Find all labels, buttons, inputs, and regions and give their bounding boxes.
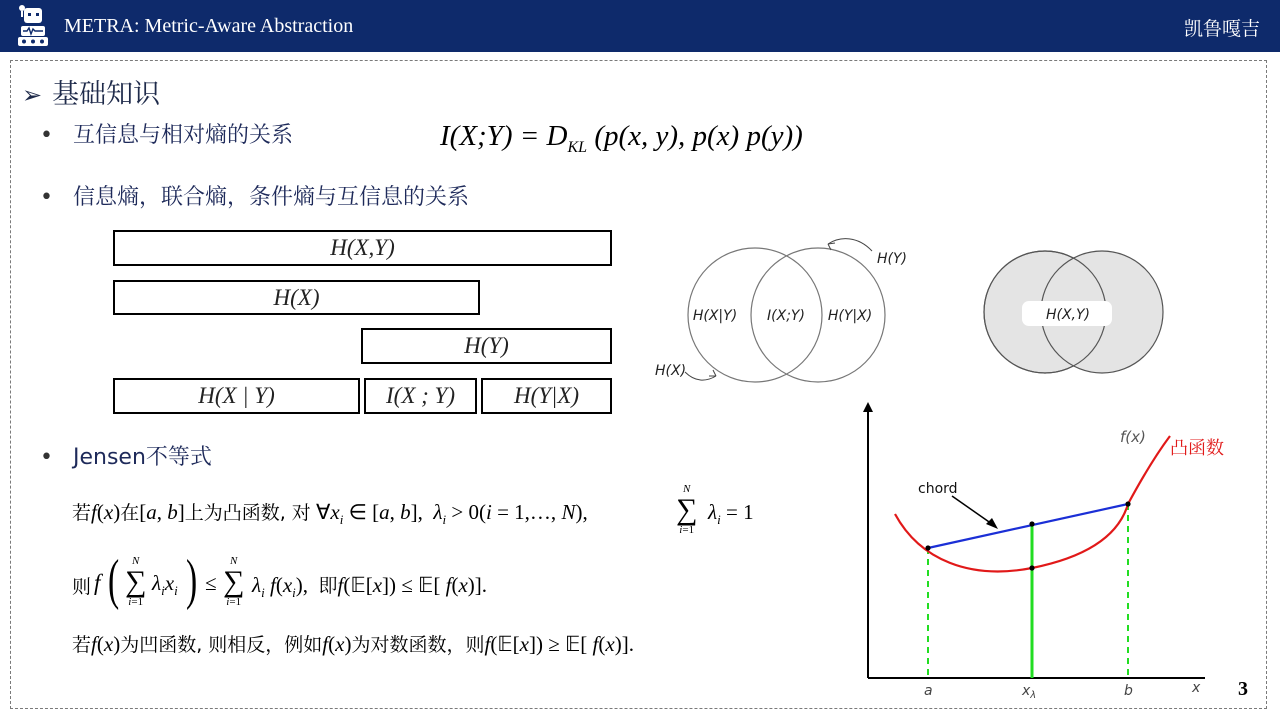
chord-line <box>928 504 1128 548</box>
jensen-sum-1: N ∑ i=1 <box>676 483 698 536</box>
bullet-dot: • <box>40 445 53 470</box>
box-mutual-info: I(X ; Y) <box>364 378 477 414</box>
box-cond-entropy-yx: H(Y|X) <box>481 378 612 414</box>
point-b <box>1125 501 1130 506</box>
bullet-jensen <box>40 440 212 471</box>
bullet-mi-relation <box>40 118 293 149</box>
tick-b: b <box>1124 683 1133 699</box>
venn-label-hx: H(X) <box>655 363 687 379</box>
venn-middle: I(X;Y) <box>767 308 805 324</box>
y-axis-arrow-icon <box>863 402 873 412</box>
arrow-hy-icon <box>828 239 872 251</box>
chord-pointer-arrow-icon <box>986 518 998 529</box>
jensen-line-3: 若f(x)为凹函数, 则相反，例如f(x)为对数函数，则f(𝔼[x]) ≥ 𝔼[ f(x)]. <box>72 632 634 656</box>
convex-function-plot <box>860 398 1250 704</box>
box-cond-entropy-xy: H(X | Y) <box>113 378 360 414</box>
tick-a: a <box>924 683 933 699</box>
box-entropy-y: H(Y) <box>361 328 612 364</box>
venn-joint-diagram <box>960 240 1180 380</box>
section-title <box>22 72 160 111</box>
page-number: 3 <box>1238 678 1248 700</box>
point-chord <box>1029 521 1034 526</box>
header-title: METRA: Metric-Aware Abstraction <box>64 15 354 37</box>
venn-diagram <box>640 230 930 390</box>
venn-right: H(Y|X) <box>827 308 873 324</box>
arrow-icon: ➢ <box>22 81 43 109</box>
formula-mi-kl <box>440 120 803 157</box>
convex-label: 凸函数 <box>1170 438 1224 459</box>
robot-logo-icon <box>16 2 50 48</box>
tick-x-lambda: $x_\lambda$ <box>1022 683 1037 701</box>
bullet-entropy-relation <box>40 180 469 211</box>
chord-pointer <box>952 496 992 524</box>
point-a <box>925 545 930 550</box>
venn-joint-label: H(X,Y) <box>1045 307 1091 323</box>
curve-label: f(x) <box>1120 428 1146 446</box>
bullet-text: 信息熵，联合熵，条件熵与互信息的关系 <box>73 185 470 210</box>
jensen-line-1: 若f(x)在[a, b]上为凸函数, 对 $\forall x_i$ ∈ [a, b], $\lambda_i > 0(i$ = 1,…, N), <box>72 500 588 528</box>
point-curve <box>1029 565 1034 570</box>
header-bar <box>0 0 1280 52</box>
bullet-dot: • <box>40 123 53 148</box>
venn-label-hy: H(Y) <box>877 251 908 267</box>
formula-sub: KL <box>567 138 588 156</box>
venn-left: H(X|Y) <box>692 308 738 324</box>
box-entropy-x: H(X) <box>113 280 480 315</box>
axis-x-label: x <box>1192 680 1201 696</box>
bullet-text: 互信息与相对熵的关系 <box>73 123 294 148</box>
formula-rhs: (p(x, y), p(x) p(y)) <box>594 120 803 152</box>
chord-label: chord <box>918 481 958 497</box>
bullet-text: Jensen不等式 <box>73 445 212 470</box>
section-title-text: 基础知识 <box>52 79 161 110</box>
formula-lhs: I(X;Y) = D <box>440 120 568 152</box>
bullet-dot: • <box>40 185 53 210</box>
header-author: 凯鲁嘎吉 <box>1183 18 1260 40</box>
box-joint-entropy: H(X,Y) <box>113 230 612 266</box>
jensen-sum-1-body: $\lambda_i = 1$ <box>708 500 754 528</box>
